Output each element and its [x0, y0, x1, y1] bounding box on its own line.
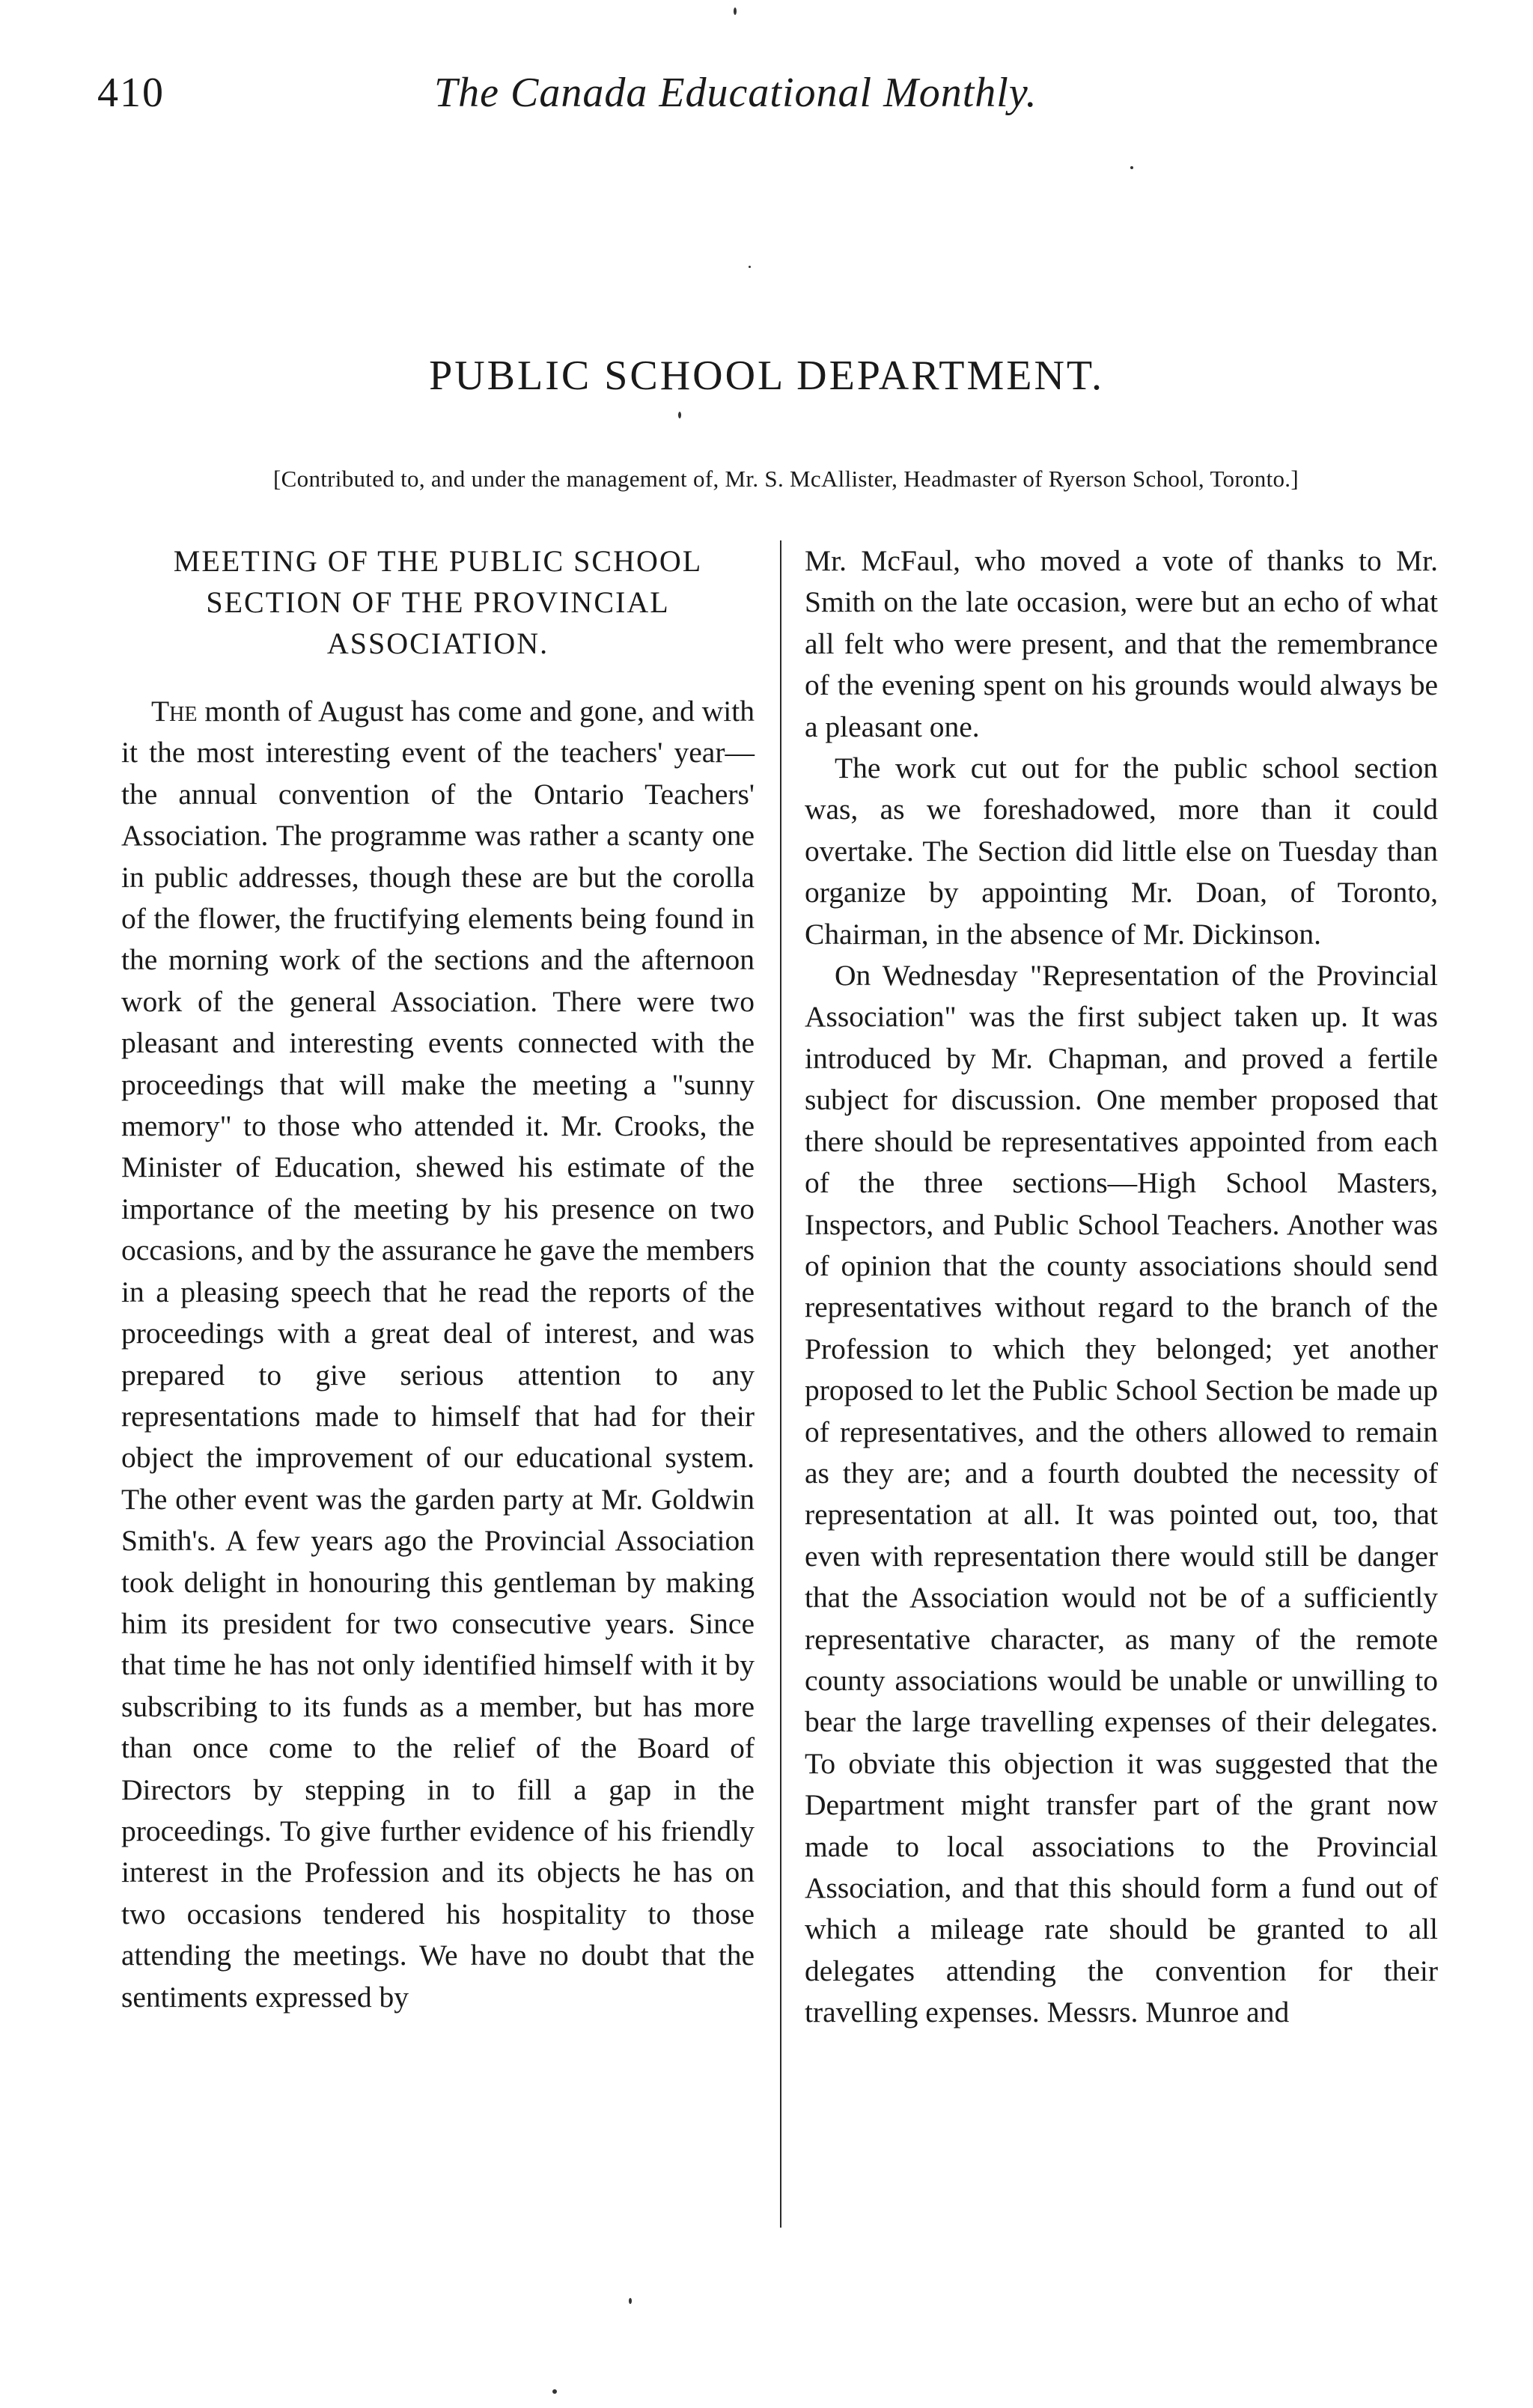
running-head	[97, 69, 1520, 129]
department-title: PUBLIC SCHOOL DEPARTMENT.	[429, 353, 1104, 399]
print-speck	[552, 2389, 557, 2394]
article-paragraph-continued: Mr. McFaul, who moved a vote of thanks to Mr. Smith on the late occasion, were but an echo of what all felt who were present, and that the remembrance of the evening spent on his grounds would always be a pleasant one.	[805, 544, 1438, 743]
article-title: MEETING OF THE PUBLIC SCHOOL SECTION OF THE PROVINCIAL ASSOCIATION.	[173, 544, 703, 660]
lead-word: The	[151, 695, 198, 728]
page-number: 410	[97, 70, 165, 116]
print-speck	[629, 2298, 632, 2304]
article-paragraph-2: The work cut out for the public school section was, as we foreshadowed, more than it could overtake. The Section did little else on Tuesday than organize by appointing Mr. Doan, of Toronto, Chairman, in the absence of Mr. Dickinson.	[805, 752, 1438, 951]
print-speck	[678, 412, 681, 418]
print-speck	[1130, 166, 1133, 169]
print-speck	[734, 7, 737, 15]
right-column	[805, 540, 1438, 2034]
journal-title: The Canada Educational Monthly.	[434, 70, 1037, 116]
column-divider	[780, 540, 781, 2228]
paragraph-text: month of August has come and gone, and with it the most interesting event of the teachers' year—the annual convention of the Ontario Teachers' Association. The programme was rather a scanty one in public addresses, though these are but the corolla of the flower, the fructifying elements being found in the morning work of the sections and the afternoon work of the general Association. There were two pleasant and interesting events connected with the proceedings that will make the meeting a "sunny memory" to those who attended it. Mr. Crooks, the Minister of Education, shewed his estimate of the importance of the meeting by his presence on two occasions, and by the assurance he gave the members in a pleasing speech that he read the reports of the proceedings with a great deal of interest, and was prepared to give serious attention to any representations made to himself that had for their object the improvement of our educational system. The other event was the garden party at Mr. Goldwin Smith's. A few years ago the Provincial Association took delight in honouring this gentleman by making him its president for two consecutive years. Since that time he has not only identified himself with it by subscribing to its funds as a member, but has more than once come to the relief of the Board of Directors by stepping in to fill a gap in the proceedings. To give further evidence of his friendly interest in the Profession and its objects he has on two occasions tendered his hospitality to those attending the meetings. We have no doubt that the sentiments expressed by	[121, 695, 755, 2014]
print-speck	[749, 266, 751, 268]
left-column	[121, 540, 755, 2018]
contribution-note: [Contributed to, and under the management of, Mr. S. McAllister, Headmaster of Ryerson School, Toronto.]	[273, 466, 1299, 492]
article-paragraph-3: On Wednesday "Representation of the Provincial Association" was the first subject taken up. It was introduced by Mr. Chapman, and proved a fertile subject for discussion. One member proposed that there should be representatives appointed from each of the three sections—High School Masters, Inspectors, and Public School Teachers. Another was of opinion that the county associations should send representatives without regard to the branch of the Profession to which they belonged; yet another proposed to let the Public School Section be made up of representatives, and the others allowed to remain as they are; and a fourth doubted the necessity of representation at all. It was pointed out, too, that even with representation there would still be danger that the Association would not be of a sufficiently representative character, as many of the remote county associations would be unable or unwilling to bear the large travelling expenses of their delegates. To obviate this objection it was suggested that the Department might transfer part of the grant now made to local associations to the Provincial Association, and that this should form a fund out of which a mileage rate should be granted to all delegates attending the convention for their travelling expenses. Messrs. Munroe and	[805, 959, 1438, 2029]
article-paragraph-1	[121, 691, 755, 2018]
